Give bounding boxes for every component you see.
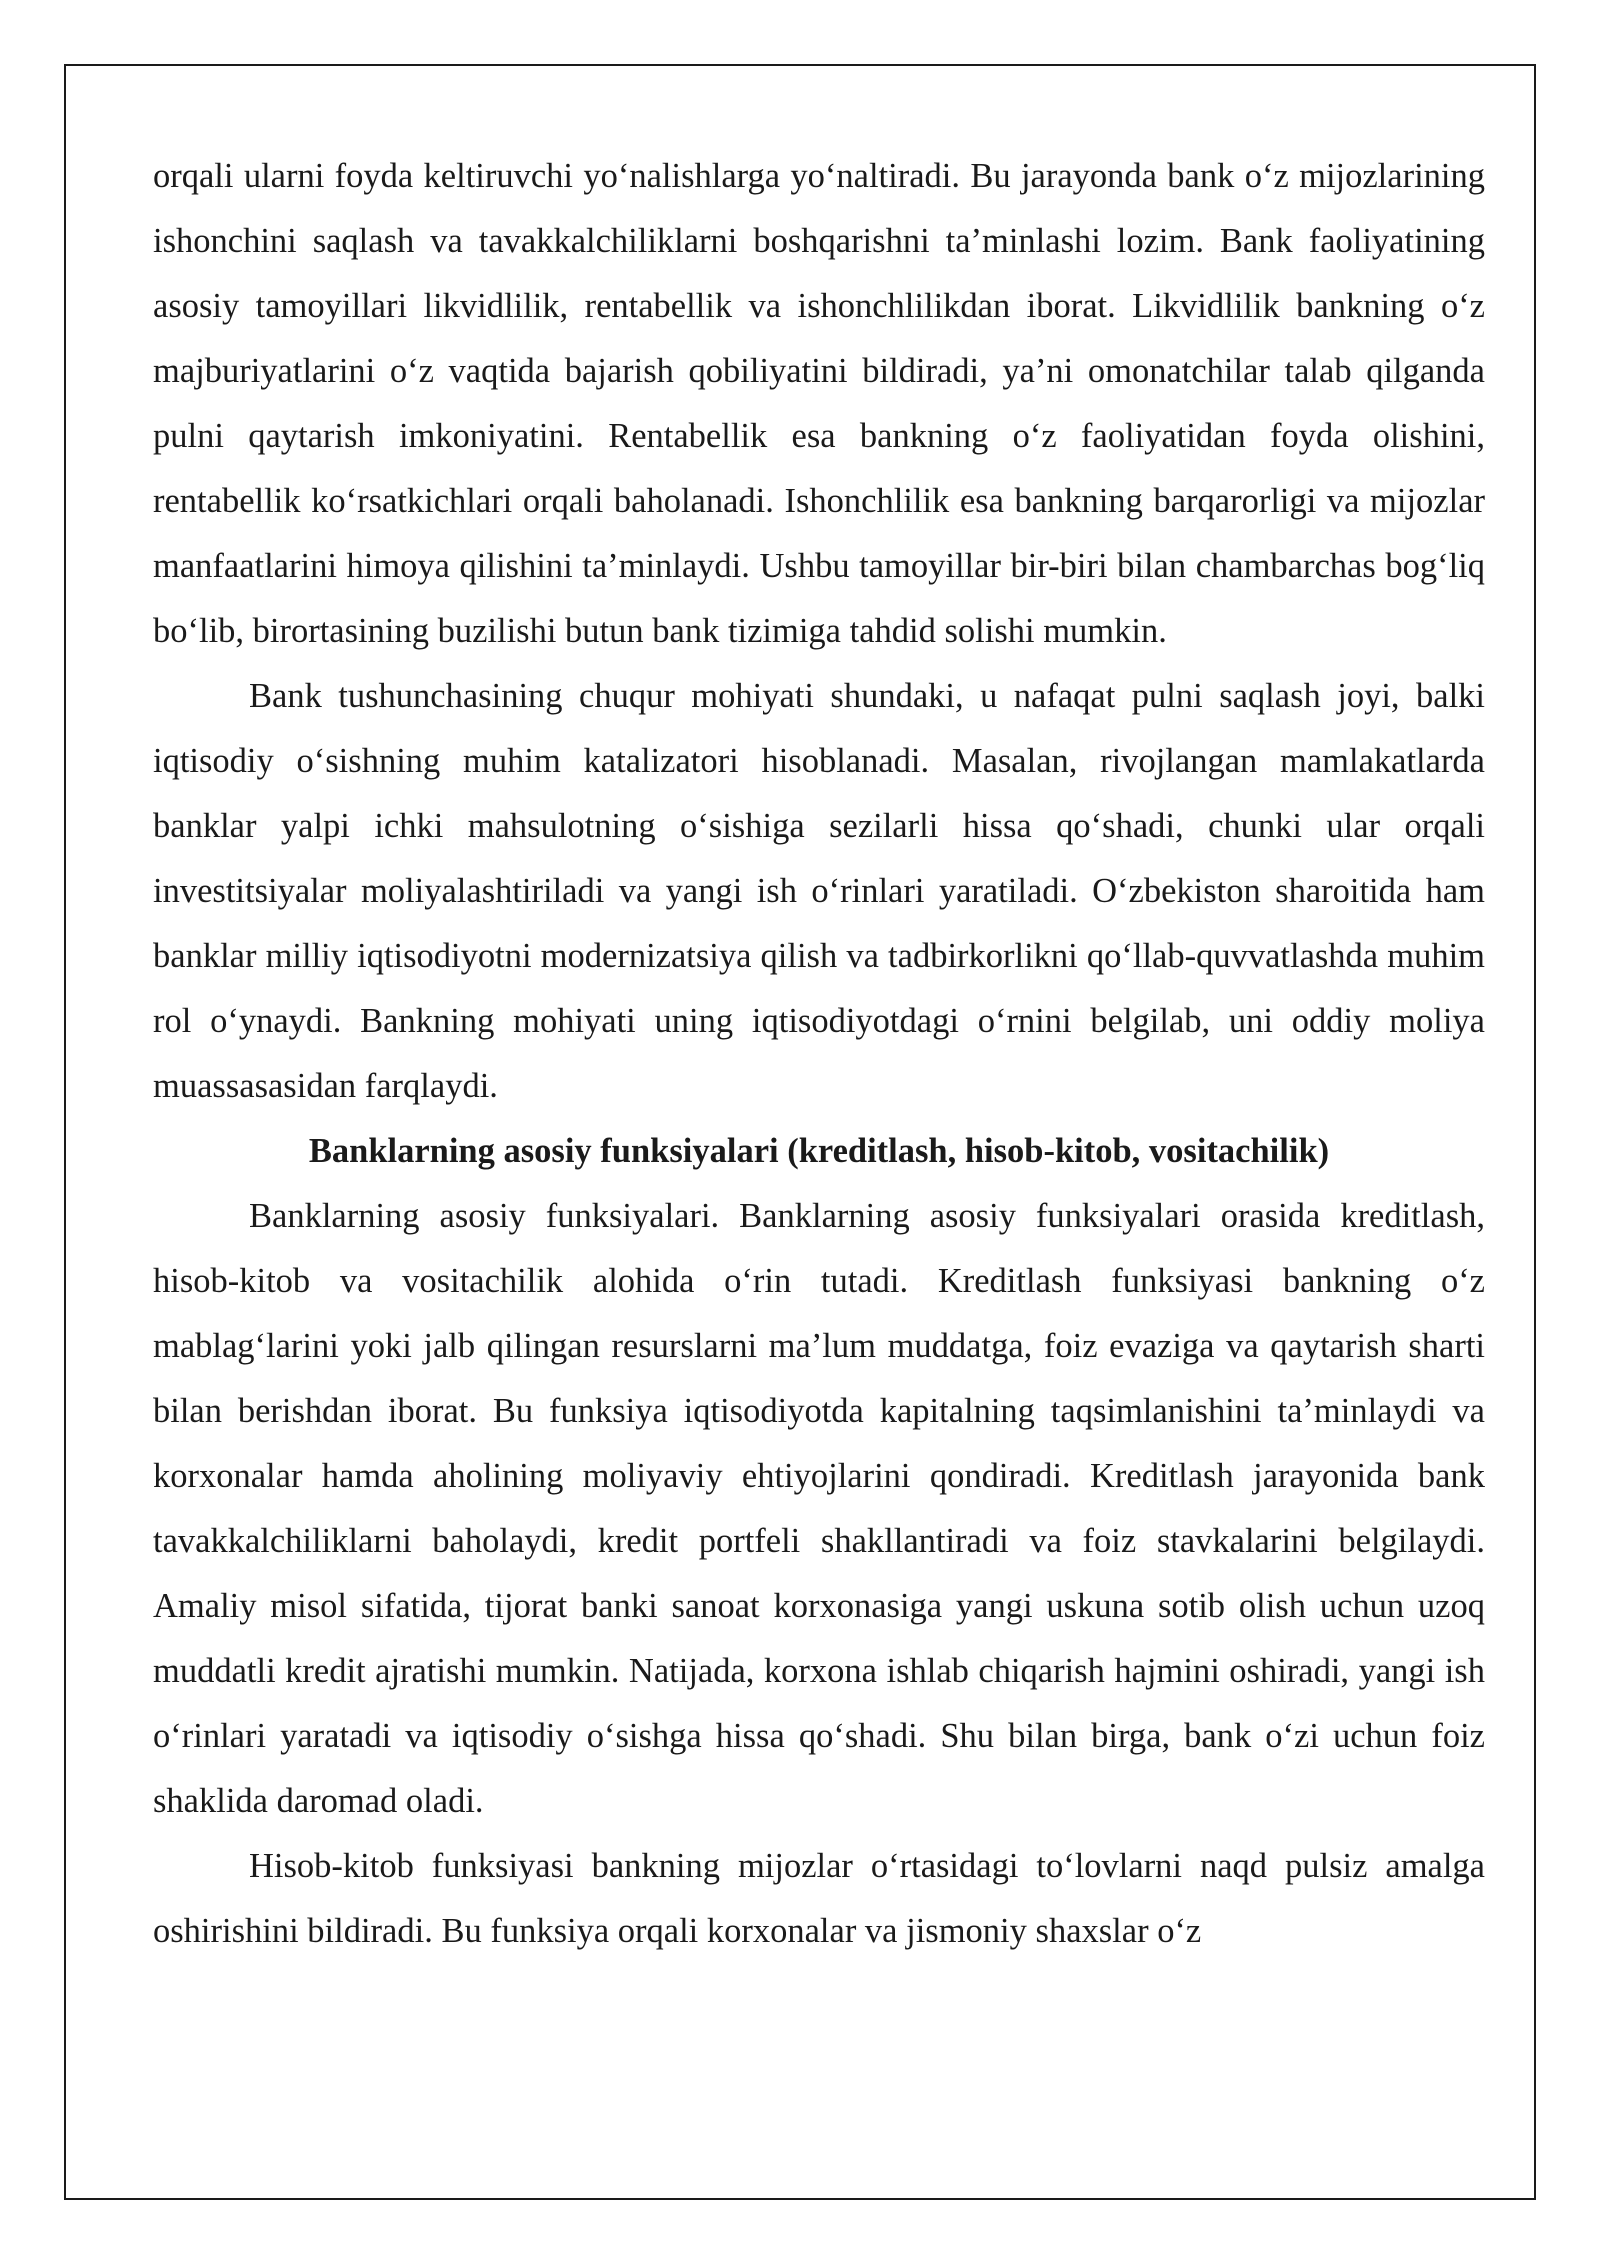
- section-heading: Banklarning asosiy funksiyalari (kreditlash, hisob-kitob, vositachilik): [308, 1132, 1330, 1170]
- paragraph: Bank tushunchasining chuqur mohiyati shundaki, u nafaqat pulni saqlash joyi, balki iqtisodiy o‘sishning muhim katalizatori hisoblanadi. Masalan, rivojlangan mamlakatlarda banklar yalpi ichki mahsulotning o‘sishiga sezilarli hissa qo‘shadi, chunki ular orqali investitsiyalar moliyalashtiriladi va yangi ish o‘rinlari yaratiladi. O‘zbekiston sharoitida ham banklar milliy iqtisodiyotni modernizatsiya qilish va tadbirkorlikni qo‘llab-quvvatlashda muhim rol o‘ynaydi. Bankning mohiyati uning iqtisodiyotdagi o‘rnini belgilab, uni oddiy moliya muassasasidan farqlaydi.: [153, 677, 1485, 1105]
- paragraph: Hisob-kitob funksiyasi bankning mijozlar o‘rtasidagi to‘lovlarni naqd pulsiz amalga oshirishini bildiradi. Bu funksiya orqali korxonalar va jismoniy shaxslar o‘z: [153, 1847, 1485, 1950]
- document-body: [153, 144, 1485, 1964]
- paragraph: Banklarning asosiy funksiyalari. Banklarning asosiy funksiyalari orasida kreditlash, hisob-kitob va vositachilik alohida o‘rin tutadi. Kreditlash funksiyasi bankning o‘z mablag‘larini yoki jalb qilingan resurslarni ma’lum muddatga, foiz evaziga va qaytarish sharti bilan berishdan iborat. Bu funksiya iqtisodiyotda kapitalning taqsimlanishini ta’minlaydi va korxonalar hamda aholining moliyaviy ehtiyojlarini qondiradi. Kreditlash jarayonida bank tavakkalchiliklarni baholaydi, kredit portfeli shakllantiradi va foiz stavkalarini belgilaydi. Amaliy misol sifatida, tijorat banki sanoat korxonasiga yangi uskuna sotib olish uchun uzoq muddatli kredit ajratishi mumkin. Natijada, korxona ishlab chiqarish hajmini oshiradi, yangi ish o‘rinlari yaratadi va iqtisodiy o‘sishga hissa qo‘shadi. Shu bilan birga, bank o‘zi uchun foiz shaklida daromad oladi.: [153, 1197, 1485, 1820]
- paragraph: orqali ularni foyda keltiruvchi yo‘nalishlarga yo‘naltiradi. Bu jarayonda bank o‘z mijozlarining ishonchini saqlash va tavakkalchiliklarni boshqarishni ta’minlashi lozim. Bank faoliyatining asosiy tamoyillari likvidlilik, rentabellik va ishonchlilikdan iborat. Likvidlilik bankning o‘z majburiyatlarini o‘z vaqtida bajarish qobiliyatini bildiradi, ya’ni omonatchilar talab qilganda pulni qaytarish imkoniyatini. Rentabellik esa bankning o‘z faoliyatidan foyda olishini, rentabellik ko‘rsatkichlari orqali baholanadi. Ishonchlilik esa bankning barqarorligi va mijozlar manfaatlarini himoya qilishini ta’minlaydi. Ushbu tamoyillar bir-biri bilan chambarchas bog‘liq bo‘lib, birortasining buzilishi butun bank tizimiga tahdid solishi mumkin.: [153, 157, 1485, 650]
